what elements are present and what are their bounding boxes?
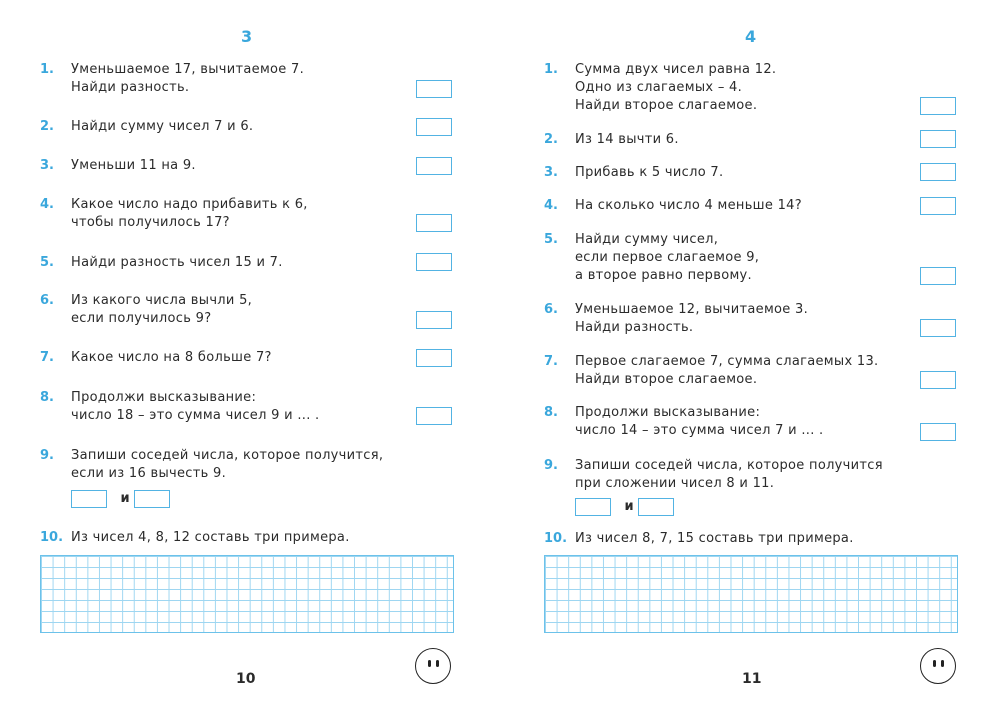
- question-number: 9.: [40, 448, 54, 463]
- question-text: а второе равно первому.: [575, 268, 752, 283]
- question-text: число 14 – это сумма чисел 7 и ... .: [575, 423, 824, 438]
- right-eye: [436, 660, 439, 667]
- variant-number: 3: [241, 27, 253, 46]
- question-number: 4.: [40, 197, 54, 212]
- smiley-face-icon: [920, 648, 956, 684]
- question-text: чтобы получилось 17?: [71, 215, 230, 230]
- right-eye: [941, 660, 944, 667]
- question-number: 2.: [40, 119, 54, 134]
- answer-box-4[interactable]: [920, 197, 956, 215]
- question-number: 1.: [544, 62, 558, 77]
- question-text: Запиши соседей числа, которое получится,: [71, 448, 384, 463]
- question-text: число 18 – это сумма чисел 9 и ... .: [71, 408, 320, 423]
- question-text: Какое число на 8 больше 7?: [71, 350, 272, 365]
- answer-box-3[interactable]: [920, 163, 956, 181]
- question-text: Найди второе слагаемое.: [575, 98, 758, 113]
- answer-box-7[interactable]: [920, 371, 956, 389]
- answer-box-9b[interactable]: [134, 490, 170, 508]
- question-number: 10.: [40, 530, 64, 545]
- smiley-face-icon: [415, 648, 451, 684]
- question-text: Уменьшаемое 12, вычитаемое 3.: [575, 302, 809, 317]
- question-number: 5.: [544, 232, 558, 247]
- question-text: Сумма двух чисел равна 12.: [575, 62, 777, 77]
- question-text: Прибавь к 5 число 7.: [575, 165, 724, 180]
- question-number: 8.: [544, 405, 558, 420]
- question-text: Уменьшаемое 17, вычитаемое 7.: [71, 62, 305, 77]
- question-text: Первое слагаемое 7, сумма слагаемых 13.: [575, 354, 879, 369]
- answer-box-4[interactable]: [416, 214, 452, 232]
- question-number: 4.: [544, 198, 558, 213]
- question-number: 10.: [544, 531, 568, 546]
- page-number: 10: [236, 671, 256, 687]
- answer-box-1[interactable]: [920, 97, 956, 115]
- question-number: 1.: [40, 62, 54, 77]
- answer-box-2[interactable]: [416, 118, 452, 136]
- question-text: Какое число надо прибавить к 6,: [71, 197, 308, 212]
- answer-box-2[interactable]: [920, 130, 956, 148]
- answer-box-8[interactable]: [416, 407, 452, 425]
- conjunction: и: [624, 499, 634, 514]
- answer-box-9b[interactable]: [638, 498, 674, 516]
- answer-box-6[interactable]: [416, 311, 452, 329]
- question-text: Найди разность чисел 15 и 7.: [71, 255, 283, 270]
- answer-box-7[interactable]: [416, 349, 452, 367]
- answer-box-5[interactable]: [920, 267, 956, 285]
- answer-box-8[interactable]: [920, 423, 956, 441]
- answer-box-6[interactable]: [920, 319, 956, 337]
- question-text: при сложении чисел 8 и 11.: [575, 476, 775, 491]
- question-text: Найди сумму чисел,: [575, 232, 719, 247]
- question-text: Найди разность.: [575, 320, 694, 335]
- question-text: Из какого числа вычли 5,: [71, 293, 253, 308]
- question-text: Уменьши 11 на 9.: [71, 158, 196, 173]
- question-text: Из 14 вычти 6.: [575, 132, 679, 147]
- question-text: если получилось 9?: [71, 311, 212, 326]
- question-text: Найди сумму чисел 7 и 6.: [71, 119, 254, 134]
- question-text: Одно из слагаемых – 4.: [575, 80, 743, 95]
- left-eye: [933, 660, 936, 667]
- answer-box-9a[interactable]: [575, 498, 611, 516]
- answer-box-1[interactable]: [416, 80, 452, 98]
- answer-box-5[interactable]: [416, 253, 452, 271]
- page-right: [500, 0, 1000, 712]
- variant-number: 4: [745, 27, 757, 46]
- left-eye: [428, 660, 431, 667]
- writing-grid[interactable]: [544, 555, 958, 633]
- writing-grid[interactable]: [40, 555, 454, 633]
- question-text: Из чисел 4, 8, 12 составь три примера.: [71, 530, 350, 545]
- question-number: 3.: [40, 158, 54, 173]
- question-number: 7.: [544, 354, 558, 369]
- question-number: 7.: [40, 350, 54, 365]
- question-text: если из 16 вычесть 9.: [71, 466, 227, 481]
- question-text: Найди разность.: [71, 80, 190, 95]
- answer-box-3[interactable]: [416, 157, 452, 175]
- conjunction: и: [120, 491, 130, 506]
- question-text: Найди второе слагаемое.: [575, 372, 758, 387]
- question-number: 3.: [544, 165, 558, 180]
- question-number: 6.: [544, 302, 558, 317]
- question-number: 9.: [544, 458, 558, 473]
- question-number: 2.: [544, 132, 558, 147]
- question-text: На сколько число 4 меньше 14?: [575, 198, 802, 213]
- page-number: 11: [742, 671, 762, 687]
- question-text: Запиши соседей числа, которое получится: [575, 458, 883, 473]
- question-text: если первое слагаемое 9,: [575, 250, 760, 265]
- question-number: 8.: [40, 390, 54, 405]
- question-text: Из чисел 8, 7, 15 составь три примера.: [575, 531, 854, 546]
- answer-box-9a[interactable]: [71, 490, 107, 508]
- question-text: Продолжи высказывание:: [575, 405, 761, 420]
- question-text: Продолжи высказывание:: [71, 390, 257, 405]
- question-number: 6.: [40, 293, 54, 308]
- question-number: 5.: [40, 255, 54, 270]
